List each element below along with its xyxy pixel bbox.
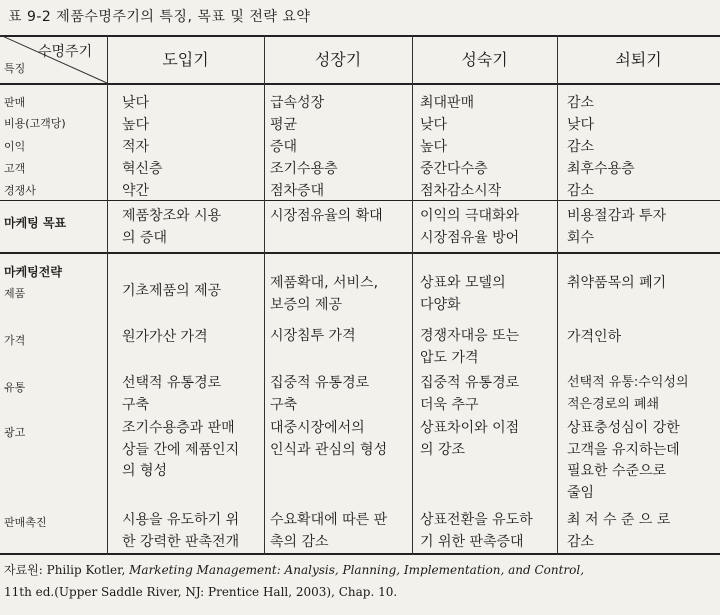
cell-product-growth: 제품확대, 서비스, 보증의 제공 (270, 275, 379, 313)
header-bottom-rule (0, 83, 720, 85)
cell-promotion-introduction: 시용을 유도하기 위 한 강력한 판촉전개 (122, 512, 240, 550)
row-label-cost: 비용(고객당) (4, 117, 66, 130)
cell-advertising-growth: 대중시장에서의 인식과 관심의 형성 (270, 420, 388, 458)
table-bottom-rule (0, 553, 720, 555)
cell-distribution-introduction: 선택적 유통경로 구축 (122, 375, 222, 413)
cell-promotion-maturity: 상표전환을 유도하 기 위한 판촉증대 (420, 512, 533, 550)
characteristic-corner-label: 특징 (4, 62, 26, 75)
cell-characteristics-introduction: 낮다 높다 적자 혁신층 약간 (122, 95, 163, 199)
cell-advertising-introduction: 조기수용층과 판매 상들 간에 제품인지 의 형성 (122, 420, 240, 479)
cell-product-introduction: 기초제품의 제공 (122, 283, 222, 299)
cell-goal-introduction: 제품창조와 시용 의 증대 (122, 208, 222, 246)
lifecycle-corner-label: 수명주기 (38, 44, 93, 60)
cell-price-decline: 가격인하 (567, 329, 622, 345)
cell-price-introduction: 원가가산 가격 (122, 329, 208, 345)
row-label-product: 제품 (4, 287, 26, 300)
cell-characteristics-maturity: 최대판매 낮다 높다 중간다수층 점차감소시작 (420, 95, 502, 199)
table-top-rule (0, 35, 720, 37)
col-divider-2 (264, 35, 265, 555)
col-divider-3 (412, 35, 413, 555)
source-book-title: Marketing Management: Analysis, Planning, Implementation, and Control, (129, 563, 585, 577)
lifecycle-table (0, 35, 720, 555)
cell-advertising-decline: 상표충성심이 강한 고객을 유지하는데 필요한 수준으로 줄임 (567, 420, 680, 501)
row-label-profit: 이익 (4, 140, 26, 153)
cell-distribution-decline: 선택적 유통:수익성의 적은경로의 폐쇄 (567, 375, 689, 412)
cell-characteristics-decline: 감소 낮다 감소 최후수용층 감소 (567, 95, 635, 199)
cell-characteristics-growth: 급속성장 평균 증대 조기수용층 점차증대 (270, 95, 338, 199)
row-label-distribution: 유통 (4, 381, 26, 394)
row-label-marketing-goal: 마케팅 목표 (4, 216, 67, 230)
goal-bottom-rule (0, 252, 720, 254)
row-label-price: 가격 (4, 334, 26, 347)
cell-price-maturity: 경쟁자대응 또는 압도 가격 (420, 328, 520, 366)
source-edition: 11th ed.(Upper Saddle River, NJ: Prentice Hall, 2003), Chap. 10. (4, 585, 398, 599)
source-prefix: 자료원: Philip Kotler, (4, 563, 130, 577)
col-header-introduction: 도입기 (162, 50, 209, 69)
cell-goal-growth: 시장점유율의 확대 (270, 208, 383, 224)
cell-advertising-maturity: 상표차이와 이점 의 강조 (420, 420, 520, 458)
cell-goal-maturity: 이익의 극대화와 시장점유율 방어 (420, 208, 520, 246)
col-divider-1 (107, 35, 108, 555)
cell-promotion-growth: 수요확대에 따른 판 촉의 감소 (270, 512, 388, 550)
cell-goal-decline: 비용절감과 투자 회수 (567, 208, 667, 246)
cell-distribution-growth: 집중적 유통경로 구축 (270, 375, 370, 413)
table-title: 표 9-2 제품수명주기의 특징, 목표 및 전략 요약 (8, 9, 311, 25)
cell-product-maturity: 상표와 모델의 다양화 (420, 275, 506, 313)
row-label-customer: 고객 (4, 162, 26, 175)
col-header-decline: 쇠퇴기 (615, 50, 662, 69)
row-label-sales: 판매 (4, 96, 26, 109)
cell-distribution-maturity: 집중적 유통경로 더욱 추구 (420, 375, 520, 413)
row-label-advertising: 광고 (4, 426, 26, 439)
row-label-marketing-strategy: 마케팅전략 (4, 265, 62, 279)
col-header-maturity: 성숙기 (461, 50, 508, 69)
cell-promotion-decline: 최 저 수 준 으 로 감소 (567, 512, 671, 550)
row-label-competitor: 경쟁사 (4, 184, 36, 197)
col-header-growth: 성장기 (314, 50, 362, 69)
col-divider-4 (557, 35, 558, 555)
cell-product-decline: 취약품목의 폐기 (567, 275, 667, 291)
row-label-sales-promotion: 판매촉진 (4, 516, 47, 529)
source-note (4, 559, 716, 603)
cell-price-growth: 시장침투 가격 (270, 328, 356, 344)
